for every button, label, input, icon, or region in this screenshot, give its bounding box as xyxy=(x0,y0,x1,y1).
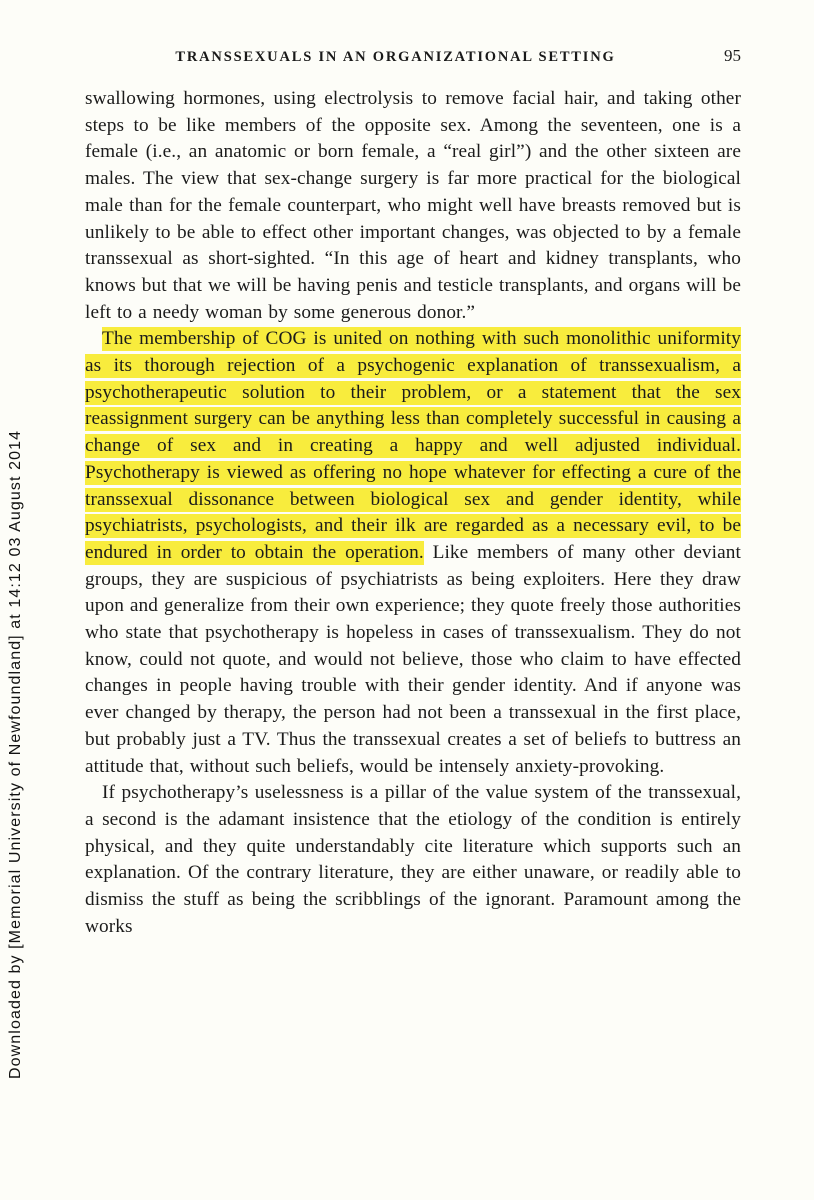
running-title: TRANSSEXUALS IN AN ORGANIZATIONAL SETTING xyxy=(175,49,616,65)
page-header xyxy=(85,46,741,66)
page-number: 95 xyxy=(724,46,741,65)
download-watermark: Downloaded by [Memorial University of Newfoundland] at 14:12 03 August 2014 xyxy=(7,429,24,1079)
paragraph-2 xyxy=(85,326,741,780)
page-body xyxy=(85,86,741,941)
paragraph-2-continuation: Like members of many other deviant groups, they are suspicious of psychiatrists as being exploiters. Here they draw upon and generalize from their own experience; they quote freely those authorities who state that psychotherapy is hopeless in cases of transsexualism. They do not know, could not quote, and would not believe, those who claim to have effected changes in people having trouble with their gender identity. And if anyone was ever changed by therapy, the person had not been a transsexual in the first place, but probably just a TV. Thus the transsexual creates a set of beliefs to buttress an attitude that, without such beliefs, would be intensely anxiety-provoking. xyxy=(85,541,741,777)
paragraph-3: If psychotherapy’s uselessness is a pillar of the value system of the transsexual, a second is the adamant insistence that the etiology of the condition is entirely physical, and they quite understandably cite literature which supports such an explanation. Of the contrary literature, they are either unaware, or readily able to dismiss the stuff as being the scribblings of the ignorant. Paramount among the works xyxy=(85,782,741,937)
highlighted-passage: The membership of COG is united on nothing with such monolithic uniformity as its thorough rejection of a psychogenic explanation of transsexualism, a psychotherapeutic solution to their problem, or a statement that the sex reassignment surgery can be anything less than completely successful in causing a change of sex and in creating a happy and well adjusted individual. Psychotherapy is viewed as offering no hope whatever for effecting a cure of the transsexual dissonance between biological sex and gender identity, while psychiatrists, psychologists, and their ilk are regarded as a necessary evil, to be endured in order to obtain the operation. xyxy=(85,328,741,563)
paragraph-1: swallowing hormones, using electrolysis to remove facial hair, and taking other steps to be like members of the opposite sex. Among the seventeen, one is a female (i.e., an anatomic or born female, a “real girl”) and the other sixteen are males. The view that sex-change surgery is far more practical for the biological male than for the female counterpart, who might well have breasts removed but is unlikely to be able to effect other important changes, was objected to by a female transsexual as short-sighted. “In this age of heart and kidney transplants, who knows but that we will be having penis and testicle transplants, and organs will be left to a needy woman by some generous donor.” xyxy=(85,88,741,323)
